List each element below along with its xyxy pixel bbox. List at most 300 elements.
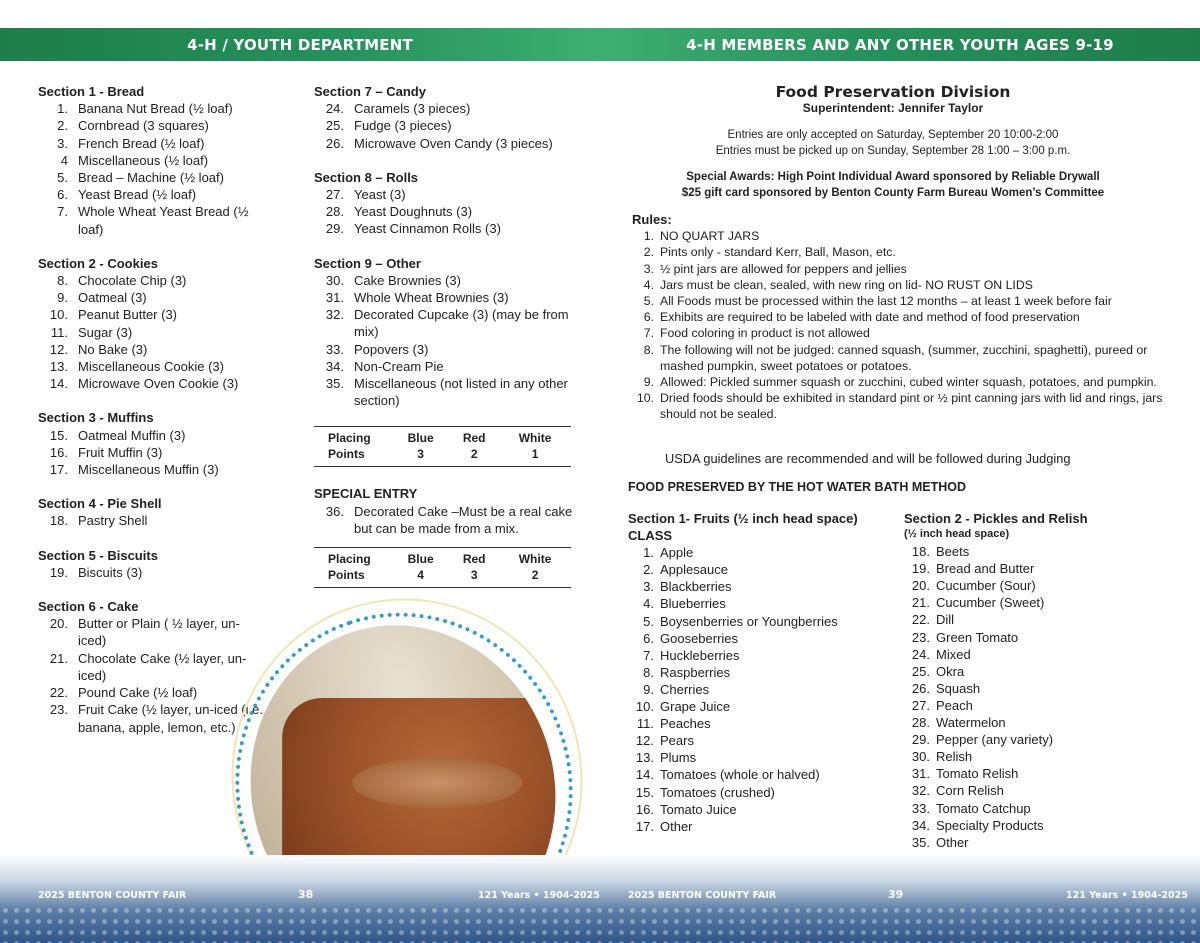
footer-dot-pattern — [0, 905, 1200, 943]
item-number: 33. — [911, 800, 930, 816]
item-number: 4. — [643, 596, 654, 612]
list-item — [628, 784, 898, 801]
item-text: Peanut Butter (3) — [78, 307, 177, 323]
item-number: 11. — [636, 716, 654, 732]
item-text: Yeast Doughnuts (3) — [354, 204, 473, 220]
right-page-banner — [600, 28, 1200, 61]
item-text: Other — [660, 818, 693, 834]
list-item — [904, 714, 1164, 731]
item-text: Plums — [660, 750, 697, 766]
item-text: Whole Wheat Brownies (3) — [354, 290, 509, 306]
points-table-2 — [314, 547, 571, 588]
pickles-subtitle: (½ inch head space) — [904, 528, 1010, 541]
item-number: 12. — [49, 341, 68, 357]
list-item — [314, 306, 584, 340]
item-text: Jars must be clean, sealed, with new ring on lid- NO RUST ON LIDS — [660, 277, 1033, 292]
list-item — [904, 646, 1164, 663]
item-text: Pepper (any variety) — [936, 732, 1054, 748]
list-item — [632, 244, 1172, 260]
list-item — [38, 375, 268, 392]
section-title: Section 1 - Bread — [38, 84, 145, 99]
item-text: Pears — [660, 733, 694, 749]
item-text: Yeast Bread (½ loaf) — [78, 187, 197, 203]
item-text: Banana Nut Bread (½ loaf) — [78, 101, 233, 117]
blue-label: Blue — [407, 552, 434, 567]
list-item — [38, 203, 268, 237]
list-item — [38, 135, 268, 152]
item-number: 23. — [49, 702, 68, 718]
left-column-2 — [314, 83, 584, 606]
award-line: $25 gift card sponsored by Benton County Farm Bureau Women’s Committee — [681, 187, 1105, 199]
item-text: Peaches — [660, 716, 711, 732]
list-item — [632, 309, 1172, 325]
item-number: 10. — [636, 391, 654, 406]
item-number: 31. — [911, 766, 930, 782]
item-number: 28. — [911, 715, 930, 731]
award-line: Special Awards: High Point Individual Award sponsored by Reliable Drywall — [686, 171, 1100, 183]
item-text: Fruit Muffin (3) — [78, 444, 163, 460]
item-text: Sugar (3) — [78, 324, 133, 340]
right-banner-text: 4-H MEMBERS AND ANY OTHER YOUTH AGES 9-19 — [686, 35, 1114, 54]
list-item — [38, 444, 268, 461]
item-number: 34. — [325, 358, 344, 374]
item-number: 9. — [643, 375, 654, 390]
list-item — [314, 100, 584, 117]
item-text: Cake Brownies (3) — [354, 272, 461, 288]
list-item — [628, 801, 898, 818]
item-text: Fudge (3 pieces) — [354, 118, 452, 134]
item-number: 24. — [325, 101, 344, 117]
list-item — [904, 748, 1164, 765]
item-text: French Bread (½ loaf) — [78, 135, 205, 151]
item-number: 2. — [643, 245, 654, 260]
item-text: Pints only - standard Kerr, Ball, Mason, etc. — [660, 245, 896, 260]
item-text: Yeast Cinnamon Rolls (3) — [354, 221, 501, 237]
item-number: 15. — [635, 784, 654, 800]
list-item — [38, 100, 268, 117]
list-item — [904, 817, 1164, 834]
list-item — [38, 427, 268, 444]
item-number: 10. — [49, 307, 68, 323]
section-title: Section 7 – Candy — [314, 84, 426, 99]
item-text: Blueberries — [660, 596, 726, 612]
item-text: Miscellaneous (½ loaf) — [78, 152, 209, 168]
rules-section — [632, 212, 1172, 423]
item-number: 21. — [49, 650, 68, 666]
white-points: 1 — [531, 446, 539, 461]
list-item — [38, 306, 268, 323]
list-item — [314, 375, 584, 409]
list-item — [38, 512, 268, 529]
item-number: 27. — [325, 187, 344, 203]
item-text: Popovers (3) — [354, 341, 429, 357]
item-number: 3. — [57, 135, 68, 151]
list-item — [632, 228, 1172, 244]
footer-years-left: 121 Years • 1904-2025 — [478, 890, 600, 901]
list-item — [632, 374, 1172, 390]
list-item — [904, 765, 1164, 782]
item-text: Miscellaneous Muffin (3) — [78, 462, 219, 478]
list-item — [314, 117, 584, 134]
points-table-1 — [314, 426, 571, 467]
list-item — [632, 277, 1172, 293]
item-number: 13. — [635, 750, 654, 766]
white-points: 2 — [531, 567, 539, 582]
division-title: Food Preservation Division — [775, 83, 1011, 101]
item-text: Huckleberries — [660, 647, 740, 663]
section-title: Section 8 – Rolls — [314, 169, 419, 185]
item-number: 6. — [643, 310, 654, 325]
item-text: Peach — [936, 697, 973, 713]
list-item — [38, 358, 268, 375]
fruits-list — [628, 544, 898, 835]
item-text: Non-Cream Pie — [354, 358, 444, 374]
item-text: Oatmeal Muffin (3) — [78, 427, 186, 443]
list-item — [904, 560, 1164, 577]
item-text: Watermelon — [936, 715, 1006, 731]
item-text: Chocolate Chip (3) — [78, 273, 187, 289]
section-title: Section 2 - Cookies — [38, 255, 158, 271]
item-number: 3. — [643, 261, 654, 276]
item-text: Cornbread (3 squares) — [78, 118, 209, 134]
section-title: Section 3 - Muffins — [38, 410, 154, 426]
section-block — [314, 83, 584, 152]
item-number: 8. — [643, 342, 654, 357]
item-number: 4 — [60, 152, 68, 168]
item-number: 13. — [49, 359, 68, 375]
item-number: 20. — [911, 578, 930, 594]
item-text: Oatmeal (3) — [78, 290, 147, 306]
list-item: 36. Decorated Cake –Must be a real cake but can be made from a mix. — [325, 503, 573, 536]
list-item — [38, 169, 268, 186]
red-points: 2 — [470, 446, 478, 461]
list-item — [38, 564, 268, 581]
left-banner-text: 4-H / YOUTH DEPARTMENT — [187, 35, 413, 54]
list-item — [314, 289, 584, 306]
list-item — [628, 698, 898, 715]
list-item — [628, 578, 898, 595]
list-item — [628, 818, 898, 835]
item-text: Allowed: Pickled summer squash or zucchini, cubed winter squash, potatoes, and pumpkin. — [660, 375, 1157, 390]
item-number: 5. — [57, 170, 68, 186]
item-text: Tomato Juice — [660, 801, 737, 817]
white-label: White — [518, 552, 552, 567]
method-heading: FOOD PRESERVED BY THE HOT WATER BATH METHOD — [628, 480, 966, 494]
item-number: 25. — [911, 663, 930, 679]
list-item — [904, 800, 1164, 817]
item-number: 8. — [57, 273, 68, 289]
superintendent: Superintendent: Jennifer Taylor — [802, 101, 984, 115]
item-text: All Foods must be processed within the last 12 months – at least 1 week before fair — [660, 294, 1112, 309]
placing-label: Placing — [328, 552, 371, 567]
list-item — [904, 577, 1164, 594]
item-number: 32. — [911, 783, 930, 799]
item-number: 25. — [325, 118, 344, 134]
footer-years-right: 121 Years • 1904-2025 — [1066, 890, 1188, 901]
item-number: 14. — [49, 376, 68, 392]
item-number: 7. — [57, 204, 68, 220]
item-text: Mixed — [936, 646, 971, 662]
pickles-list — [904, 543, 1164, 851]
blue-points: 4 — [417, 567, 424, 582]
item-number: 7. — [643, 326, 654, 341]
item-text: Tomato Relish — [936, 766, 1019, 782]
list-item — [632, 325, 1172, 341]
list-item — [632, 261, 1172, 277]
item-number: 22. — [911, 612, 930, 628]
list-item — [628, 561, 898, 578]
section-items — [314, 272, 584, 410]
item-text: Food coloring in product is not allowed — [660, 326, 870, 341]
item-number: 21. — [911, 595, 930, 611]
item-number: 30. — [325, 272, 344, 288]
item-number: 34. — [911, 817, 930, 833]
item-number: 28. — [325, 204, 344, 220]
red-points: 3 — [470, 567, 478, 582]
item-text: The following will not be judged: canned squash, (summer, zucchini, spaghetti), pureed or mashed pumpkin, sweet potatoes or potatoes. — [660, 342, 1148, 373]
division-heading — [628, 83, 1158, 115]
item-number: 23. — [911, 629, 930, 645]
list-item — [904, 834, 1164, 851]
item-text: NO QUART JARS — [660, 229, 760, 244]
special-entry-title: SPECIAL ENTRY — [314, 486, 418, 502]
list-item — [904, 629, 1164, 646]
list-item — [38, 117, 268, 134]
section-items — [38, 427, 268, 479]
item-number: 9. — [643, 681, 654, 697]
item-text: Gooseberries — [660, 630, 739, 646]
item-number: 5. — [643, 294, 654, 309]
entry-line: Entries are only accepted on Saturday, September 20 10:00-2:00 — [727, 129, 1059, 141]
list-item — [904, 611, 1164, 628]
list-item — [628, 681, 898, 698]
section-block — [314, 169, 584, 238]
item-text: Caramels (3 pieces) — [354, 101, 471, 117]
item-number: 35. — [325, 376, 344, 392]
item-text: Okra — [936, 663, 965, 679]
list-item — [628, 715, 898, 732]
section-block — [38, 255, 268, 393]
list-item — [632, 342, 1172, 374]
section-title: Section 6 - Cake — [38, 599, 139, 615]
item-text: Miscellaneous Cookie (3) — [78, 359, 224, 375]
section-title: Section 9 – Other — [314, 255, 421, 271]
pickles-section — [904, 510, 1164, 851]
item-text: Apple — [660, 545, 694, 561]
placing-label: Placing — [328, 431, 371, 446]
page-number-left: 38 — [298, 888, 314, 901]
item-text: Dried foods should be exhibited in standard pint or ½ pint canning jars with lid and rings, jars should not be sealed. — [660, 391, 1163, 422]
item-text: Tomato Catchup — [936, 800, 1031, 816]
section-title: Section 5 - Biscuits — [38, 547, 158, 563]
fruits-section — [628, 510, 898, 835]
item-text: Blackberries — [660, 579, 732, 595]
list-item — [628, 664, 898, 681]
item-number: 19. — [49, 564, 68, 580]
item-text: Corn Relish — [936, 783, 1004, 799]
item-number: 35. — [911, 834, 930, 850]
item-text: Microwave Oven Candy (3 pieces) — [354, 135, 553, 151]
list-item — [628, 630, 898, 647]
item-text: Bread – Machine (½ loaf) — [78, 170, 224, 186]
item-number: 17. — [49, 462, 68, 478]
pickles-title: Section 2 - Pickles and Relish — [904, 511, 1088, 526]
red-label: Red — [462, 431, 486, 446]
item-text: Raspberries — [660, 664, 731, 680]
item-text: Pastry Shell — [78, 513, 148, 529]
blue-label: Blue — [407, 431, 434, 446]
list-item — [904, 543, 1164, 560]
item-number: 2. — [57, 118, 68, 134]
item-text: Cucumber (Sweet) — [936, 595, 1045, 611]
section-items — [314, 100, 584, 152]
loaf-crust — [352, 758, 522, 808]
item-number: 9. — [57, 290, 68, 306]
item-number: 12. — [635, 733, 654, 749]
list-item — [904, 680, 1164, 697]
item-number: 30. — [911, 749, 930, 765]
list-item — [38, 272, 268, 289]
footer-fair-left: 2025 BENTON COUNTY FAIR — [38, 890, 187, 901]
item-text: Bread and Butter — [936, 561, 1035, 577]
list-item — [904, 594, 1164, 611]
list-item — [314, 272, 584, 289]
section-block — [38, 83, 268, 238]
item-number: 29. — [325, 221, 344, 237]
item-text: Yeast (3) — [354, 187, 406, 203]
list-item — [314, 203, 584, 220]
list-item — [632, 293, 1172, 309]
item-text: Exhibits are required to be labeled with date and method of food preservation — [660, 310, 1080, 325]
item-number: 6. — [57, 187, 68, 203]
item-text: Butter or Plain ( ½ layer, un-iced) — [78, 616, 240, 649]
item-text: Decorated Cupcake (3) (may be from mix) — [354, 307, 569, 340]
item-number: 22. — [49, 685, 68, 701]
list-item — [904, 731, 1164, 748]
item-number: 18. — [911, 544, 930, 560]
section-block — [38, 409, 268, 478]
item-number: 16. — [635, 801, 654, 817]
item-text: Boysenberries or Youngberries — [660, 613, 838, 629]
list-item — [38, 341, 268, 358]
item-text: Chocolate Cake (½ layer, un-iced) — [78, 650, 247, 683]
item-text: Cucumber (Sour) — [936, 578, 1036, 594]
list-item — [38, 152, 268, 169]
list-item — [628, 613, 898, 630]
item-number: 19. — [911, 561, 930, 577]
item-text: Tomatoes (whole or halved) — [660, 767, 820, 783]
section-items — [38, 512, 268, 529]
left-page-banner — [0, 28, 600, 61]
entry-line: Entries must be picked up on Sunday, September 28 1:00 – 3:00 p.m. — [715, 145, 1071, 157]
item-text: Beets — [936, 544, 970, 560]
item-text: Relish — [936, 749, 973, 765]
item-number: 32. — [325, 307, 344, 323]
list-item — [628, 595, 898, 612]
item-text: Miscellaneous (not listed in any other section) — [354, 376, 568, 409]
list-item — [632, 390, 1172, 422]
item-number: 7. — [643, 647, 654, 663]
section-items — [38, 100, 268, 238]
item-number: 6. — [643, 630, 654, 646]
list-item — [314, 341, 584, 358]
section-block — [38, 495, 268, 529]
item-number: 16. — [49, 444, 68, 460]
item-text: Biscuits (3) — [78, 564, 143, 580]
usda-note: USDA guidelines are recommended and will be followed during Judging — [665, 451, 1071, 466]
footer-fair-right: 2025 BENTON COUNTY FAIR — [628, 890, 777, 901]
item-number: 20. — [49, 616, 68, 632]
item-text: Applesauce — [660, 562, 728, 578]
list-item — [628, 732, 898, 749]
special-entry-list — [314, 503, 584, 537]
rules-title: Rules: — [632, 212, 672, 227]
list-item — [314, 135, 584, 152]
list-item — [628, 544, 898, 561]
fruits-title: Section 1- Fruits (½ inch head space) — [628, 511, 858, 526]
item-text: Whole Wheat Yeast Bread (½ loaf) — [78, 204, 249, 237]
list-item — [904, 697, 1164, 714]
item-text: Pound Cake (½ loaf) — [78, 685, 198, 701]
special-awards — [628, 169, 1158, 201]
list-item — [628, 766, 898, 783]
item-number: 10. — [635, 699, 654, 715]
list-item — [314, 220, 584, 237]
item-text: Cherries — [660, 681, 710, 697]
item-number: 24. — [911, 646, 930, 662]
section-items — [38, 272, 268, 392]
item-text: Microwave Oven Cookie (3) — [78, 376, 239, 392]
item-number: 4. — [643, 277, 654, 292]
item-text: Specialty Products — [936, 817, 1044, 833]
item-number: 18. — [49, 513, 68, 529]
section-block — [314, 255, 584, 410]
rules-list — [632, 228, 1172, 422]
entry-dates — [628, 127, 1158, 159]
item-number: 1. — [643, 545, 654, 561]
item-number: 3. — [643, 579, 654, 595]
item-number: 14. — [635, 767, 654, 783]
item-text: Dill — [936, 612, 955, 628]
item-text: Squash — [936, 680, 981, 696]
item-number: 26. — [325, 135, 344, 151]
item-number: 5. — [643, 613, 654, 629]
list-item — [38, 461, 268, 478]
list-item — [314, 186, 584, 203]
item-text: No Bake (3) — [78, 341, 148, 357]
section-block — [38, 547, 268, 581]
item-number: 33. — [325, 341, 344, 357]
item-number: 31. — [325, 290, 344, 306]
item-number: 1. — [643, 229, 654, 244]
points-label: Points — [328, 567, 365, 582]
blue-points: 3 — [417, 446, 424, 461]
item-text: Grape Juice — [660, 699, 731, 715]
item-text: Other — [936, 834, 969, 850]
list-item — [38, 324, 268, 341]
item-number: 1. — [57, 101, 68, 117]
list-item — [628, 749, 898, 766]
list-item — [628, 647, 898, 664]
item-number: 29. — [911, 732, 930, 748]
item-text: Tomatoes (crushed) — [660, 784, 775, 800]
class-label: CLASS — [628, 528, 673, 544]
list-item — [904, 663, 1164, 680]
item-text: ½ pint jars are allowed for peppers and jellies — [660, 261, 907, 276]
list-item — [314, 358, 584, 375]
item-text: Green Tomato — [936, 629, 1019, 645]
points-label: Points — [328, 446, 365, 461]
